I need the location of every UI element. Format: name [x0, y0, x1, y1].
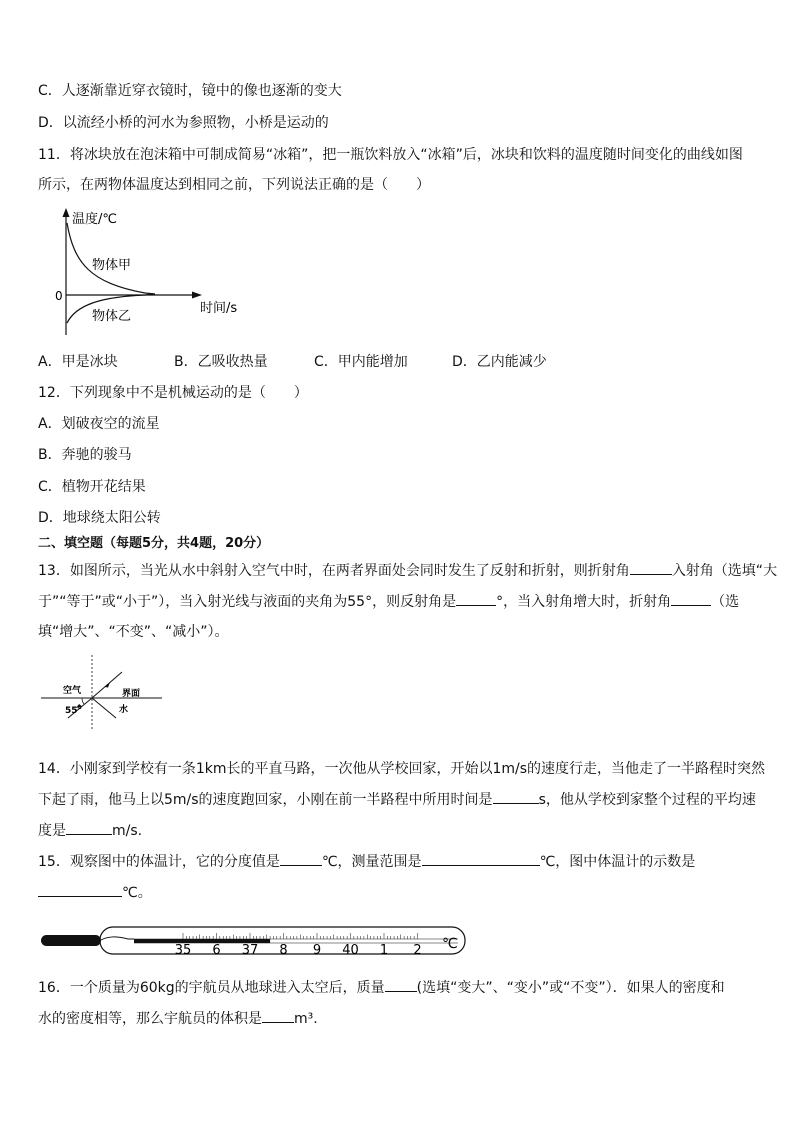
q11-options — [38, 352, 547, 372]
x-axis-label: 时间/s — [200, 301, 238, 316]
q15-line1 — [38, 851, 695, 872]
q14-text-2a: 下起了雨，他马上以5m/s的速度跑回家，小刚在前一半路程中所用时间是 — [38, 792, 493, 808]
q16-text-2b: m³. — [294, 1011, 318, 1027]
q14-line2 — [38, 789, 756, 810]
q16-line2 — [38, 1008, 318, 1029]
q13-text-2c: （选 — [711, 594, 740, 610]
scale-label: 6 — [212, 943, 221, 958]
section-title-fill-in: 二、填空题（每题5分，共4题，20分） — [38, 536, 270, 551]
refracted-ray-arrow — [105, 682, 110, 687]
q16-text-2a: 水的密度相等，那么宇航员的体积是 — [38, 1011, 262, 1027]
water-label: 水 — [119, 705, 129, 715]
q15-text-2: ℃。 — [122, 885, 152, 901]
q15-text-1c: ℃，图中体温计的示数是 — [539, 854, 696, 870]
q13-text-2b: °，当入射角增大时，折射角 — [496, 594, 672, 610]
interface-label: 界面 — [122, 689, 141, 699]
scale-label: 1 — [379, 943, 389, 958]
q10-option-d: D．以流经小桥的河水为参照物，小桥是运动的 — [38, 115, 329, 131]
q15-line2 — [38, 882, 152, 903]
reflected-ray — [92, 698, 116, 718]
q16-text-1b: (选填“变大”、“变小”或“不变”）．如果人的密度和 — [416, 980, 725, 996]
q15-text-1a: 15．观察图中的体温计，它的分度值是 — [38, 854, 280, 870]
q11-option-a: A．甲是冰块 — [38, 354, 118, 370]
origin-label: 0 — [55, 289, 63, 303]
q12-stem: 12．下列现象中不是机械运动的是（ ） — [38, 385, 308, 401]
q15-blank-2 — [422, 851, 540, 866]
scale-label: 2 — [413, 943, 422, 958]
q14-text-3b: m/s. — [112, 823, 143, 839]
q15-text-1b: ℃，测量范围是 — [321, 854, 422, 870]
q11-option-c: C．甲内能增加 — [314, 354, 408, 370]
q13-line3: 填“增大”、“不变”、“减小”）。 — [38, 624, 229, 640]
scale-label: 37 — [241, 943, 259, 958]
q13-text-1b: 入射角（选填“大 — [671, 563, 778, 579]
scale-label: 35 — [174, 943, 192, 958]
q11-stem-line1: 11．将冰块放在泡沫箱中可制成简易“冰箱”，把一瓶饮料放入“冰箱”后，冰块和饮料的温度随时间变化的曲线如图 — [38, 147, 743, 163]
temperature-time-graph — [50, 205, 260, 340]
thermometer-unit: ℃ — [442, 936, 458, 952]
angle-arc — [82, 698, 84, 704]
q14-line3 — [38, 820, 142, 841]
clinical-thermometer — [38, 924, 468, 958]
curve-b-label: 物体乙 — [92, 309, 132, 324]
q14-line1: 14．小刚家到学校有一条1km长的平直马路，一次他从学校回家，开始以1m/s的速度行走，当他走了一半路程时突然 — [38, 761, 766, 777]
q13-text-1a: 13．如图所示，当光从水中斜射入空气中时，在两者界面处会同时发生了反射和折射，则折射角 — [38, 563, 630, 579]
q12-option-c: C．植物开花结果 — [38, 479, 146, 495]
y-axis-label: 温度/℃ — [72, 212, 117, 227]
q15-blank-3 — [38, 882, 122, 897]
q14-blank-1 — [493, 789, 539, 804]
q13-blank-2 — [456, 591, 496, 606]
refracted-ray — [92, 672, 122, 698]
air-label: 空气 — [63, 686, 82, 696]
scale-label: 9 — [312, 943, 322, 958]
q14-text-3a: 度是 — [38, 823, 66, 839]
thermometer-bulb — [41, 935, 101, 946]
q13-text-2a: 于”“等于”或“小于”），当入射光线与液面的夹角为55°，则反射角是 — [38, 594, 457, 610]
q14-text-2b: s，他从学校到家整个过程的平均速 — [538, 792, 756, 808]
q16-line1 — [38, 977, 725, 998]
q12-option-a: A．划破夜空的流星 — [38, 416, 160, 432]
q16-blank-1 — [385, 977, 417, 992]
q13-line2 — [38, 591, 739, 612]
q13-blank-1 — [630, 560, 672, 575]
q11-stem-line2: 所示，在两物体温度达到相同之前，下列说法正确的是（ ） — [38, 177, 430, 193]
q16-text-1a: 16．一个质量为60kg的宇航员从地球进入太空后，质量 — [38, 980, 385, 996]
curve-a-label: 物体甲 — [92, 258, 132, 273]
x-axis-arrow — [192, 292, 202, 299]
q16-blank-2 — [262, 1008, 294, 1023]
q11-option-b: B．乙吸收热量 — [174, 354, 268, 370]
q12-option-d: D．地球绕太阳公转 — [38, 510, 161, 526]
scale-label: 40 — [342, 943, 359, 958]
refraction-diagram — [38, 652, 168, 732]
q11-option-d: D．乙内能减少 — [452, 354, 547, 370]
q10-option-c: C．人逐渐靠近穿衣镜时，镜中的像也逐渐的变大 — [38, 83, 342, 99]
y-axis-arrow — [63, 208, 70, 217]
q12-option-b: B．奔驰的骏马 — [38, 447, 132, 463]
q13-blank-3 — [671, 591, 711, 606]
scale-label: 8 — [279, 943, 288, 958]
q15-blank-1 — [280, 851, 322, 866]
q14-blank-2 — [66, 820, 112, 835]
q13-line1 — [38, 560, 777, 581]
angle-label: 55° — [65, 706, 83, 716]
